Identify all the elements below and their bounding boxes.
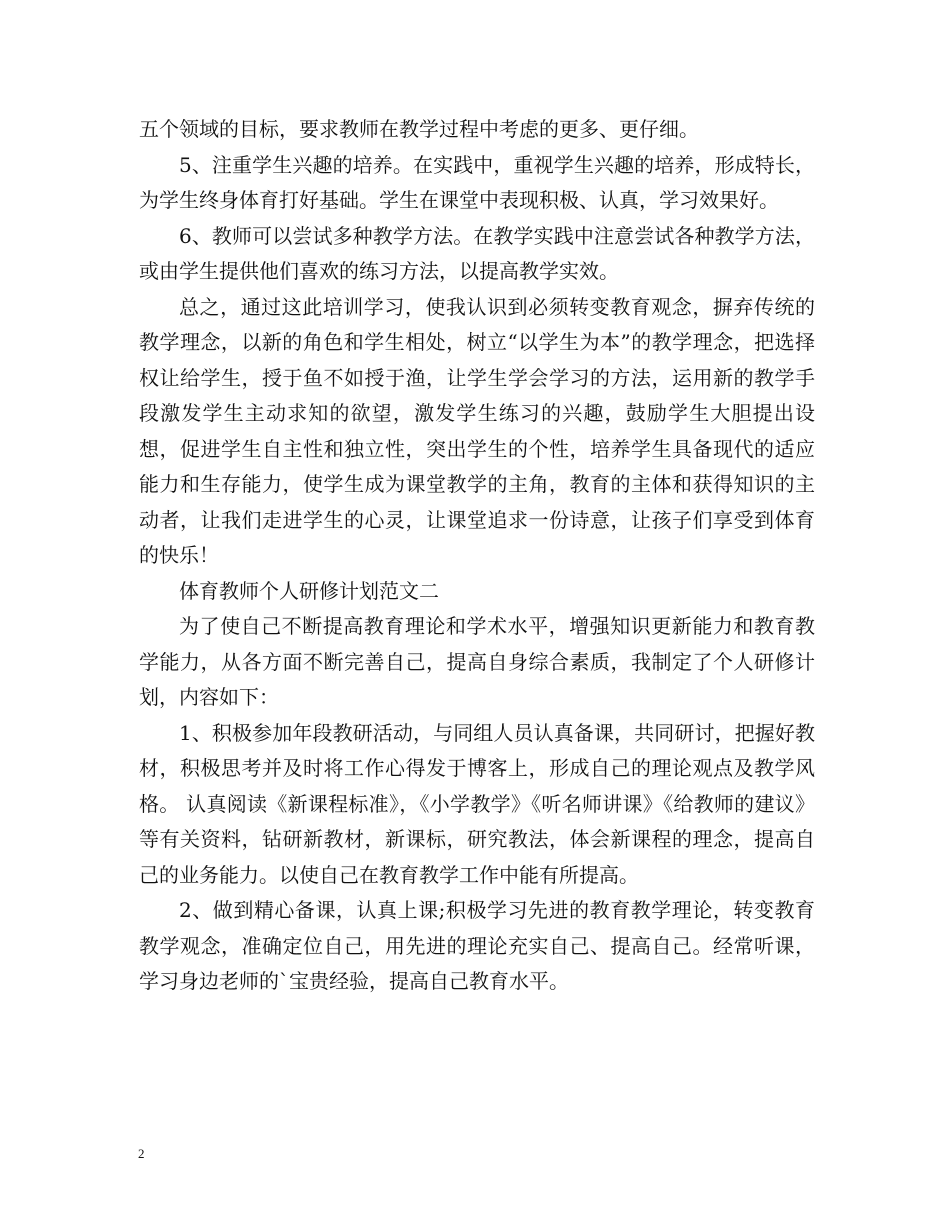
section-heading: 体育教师个人研修计划范文二 — [179, 578, 439, 603]
paragraph: 2、做到精心备课，认真上课;积极学习先进的教育教学理论，转变教育教学观念，准确定位自己，用先进的理论充实自己、提高自己。经常听课，学习身边老师的`宝贵经验，提高自己教育水平。 — [139, 898, 815, 993]
paragraph: 6、教师可以尝试多种教学方法。在教学实践中注意尝试各种教学方法，或由学生提供他们喜欢的练习方法，以提高教学实效。 — [139, 223, 815, 283]
paragraph: 5、注重学生兴趣的培养。在实践中，重视学生兴趣的培养，形成特长，为学生终身体育打好基础。学生在课堂中表现积极、认真，学习效果好。 — [139, 152, 815, 212]
paragraph: 为了使自己不断提高教育理论和学术水平，增强知识更新能力和教育教学能力，从各方面不断完善自己，提高自身综合素质，我制定了个人研修计划，内容如下： — [139, 614, 815, 709]
paragraph: 五个领域的目标，要求教师在教学过程中考虑的更多、更仔细。 — [139, 117, 699, 141]
document-body — [139, 112, 815, 1000]
page-number: 2 — [138, 1146, 145, 1161]
paragraph: 总之，通过这此培训学习，使我认识到必须转变教育观念，摒弃传统的教学理念，以新的角色和学生相处，树立“以学生为本”的教学理念，把选择权让给学生，授于鱼不如授于渔，让学生学会学习的方法，运用新的教学手段激发学生主动求知的欲望，激发学生练习的兴趣，鼓励学生大胆提出设想，促进学生自主性和独立性，突出学生的个性，培养学生具备现代的适应能力和生存能力，使学生成为课堂教学的主角，教育的主体和获得知识的主动者，让我们走进学生的心灵，让课堂追求一份诗意，让孩子们享受到体育的快乐！ — [139, 294, 815, 567]
paragraph: 1、积极参加年段教研活动，与同组人员认真备课，共同研讨，把握好教材，积极思考并及时将工作心得发于博客上，形成自己的理论观点及教学风格。 认真阅读《新课程标准》，《小学教学》《听名师讲课》《给教师的建议》等有关资料，钻研新教材，新课标，研究教法，体会新课程的理念，提高自己的业务能力。以使自己在教育教学工作中能有所提高。 — [139, 720, 815, 887]
